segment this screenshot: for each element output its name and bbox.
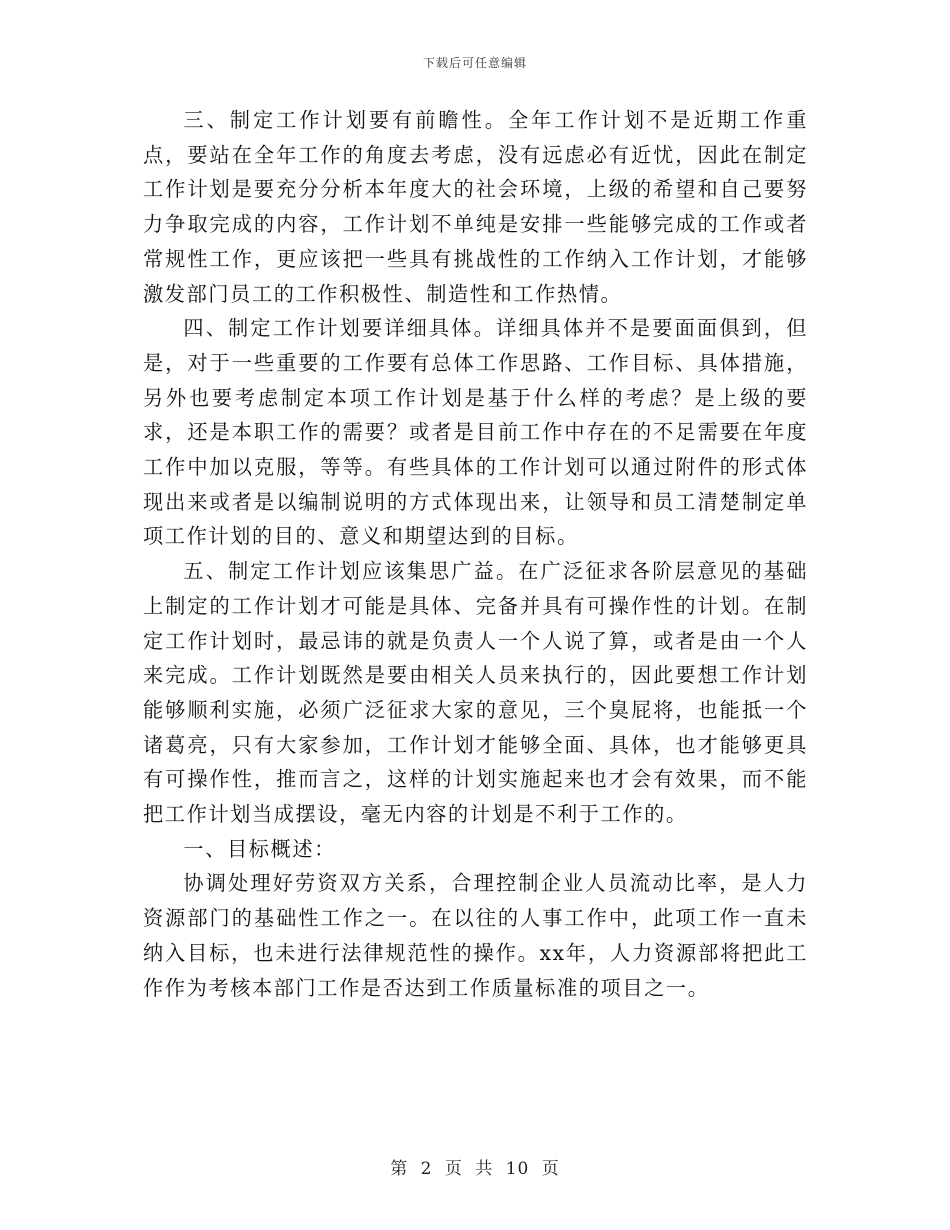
paragraph-forward-looking: 三、制定工作计划要有前瞻性。全年工作计划不是近期工作重点，要站在全年工作的角度去考虑，没有远虑必有近忧，因此在制定工作计划是要充分分析本年度大的社会环境，上级的希望和自己要努力争取完成的内容，工作计划不单纯是安排一些能够完成的工作或者常规性工作，更应该把一些具有挑战性的工作纳入工作计划，才能够激发部门员工的工作积极性、制造性和工作热情。: [143, 108, 808, 306]
total-prefix: 共: [475, 1159, 494, 1179]
document-body: [143, 103, 808, 1005]
section-heading-goal-overview: 一、目标概述：: [183, 836, 336, 861]
paragraph-detailed: 四、制定工作计划要详细具体。详细具体并不是要面面俱到，但是，对于一些重要的工作要有总体工作思路、工作目标、具体措施，另外也要考虑制定本项工作计划是基于什么样的考虑？是上级的要求，还是本职工作的需要？或者是目前工作中存在的不足需要在年度工作中加以克服，等等。有些具体的工作计划可以通过附件的形式体现出来或者是以编制说明的方式体现出来，让领导和员工清楚制定单项工作计划的目的、意义和期望达到的目标。: [143, 316, 808, 549]
header-note: 下载后可任意编辑: [422, 56, 527, 70]
total-pages-number: 10: [505, 1159, 530, 1179]
page-word: 页: [444, 1159, 463, 1179]
current-page-number: 2: [420, 1159, 433, 1179]
total-suffix: 页: [541, 1159, 560, 1179]
paragraph-brainstorm: 五、制定工作计划应该集思广益。在广泛征求各阶层意见的基础上制定的工作计划才可能是具体、完备并具有可操作性的计划。在制定工作计划时，最忌讳的就是负责人一个人说了算，或者是由一个人来完成。工作计划既然是要由相关人员来执行的，因此要想工作计划能够顺利实施，必须广泛征求大家的意见，三个臭屁将，也能抵一个诸葛亮，只有大家参加，工作计划才能够全面、具体，也才能够更具有可操作性，推而言之，这样的计划实施起来也才会有效果，而不能把工作计划当成摆设，毫无内容的计划是不利于工作的。: [143, 559, 808, 827]
page-prefix: 第: [390, 1159, 409, 1179]
paragraph-labor-relations: 协调处理好劳资双方关系，合理控制企业人员流动比率，是人力资源部门的基础性工作之一。在以往的人事工作中，此项工作一直未纳入目标，也未进行法律规范性的操作。xx年，人力资源部将把此工作作为考核本部门工作是否达到工作质量标准的项目之一。: [143, 871, 808, 1000]
page-number-footer: [0, 1154, 950, 1179]
